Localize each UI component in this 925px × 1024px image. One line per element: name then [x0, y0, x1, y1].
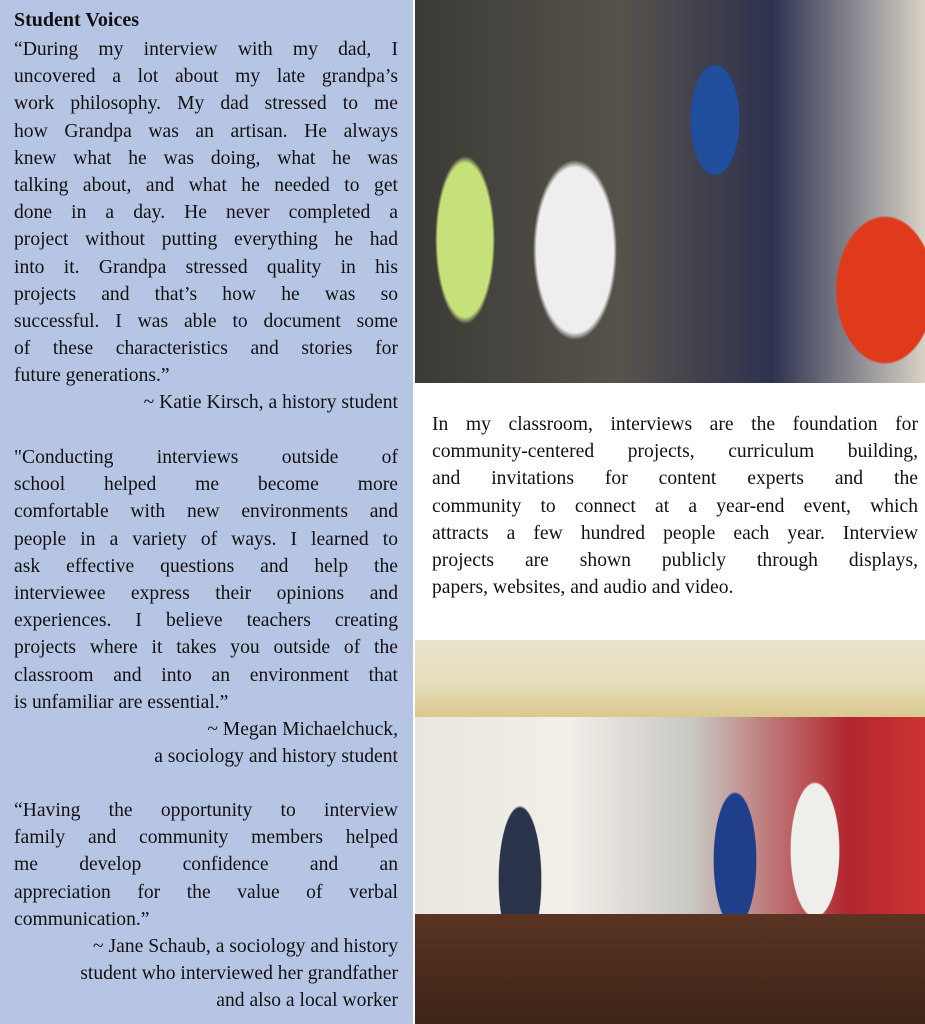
paragraph-line: and invitations for content experts and the: [432, 468, 918, 490]
quote-megan: [14, 444, 398, 770]
paragraph-line: attracts a few hundred people each year. Interview: [432, 522, 918, 544]
quote-attribution: ~ Megan Michaelchuck,: [207, 718, 398, 740]
quote-line: project without putting everything he had: [14, 229, 398, 251]
quote-line: projects where it takes you outside of the: [14, 637, 398, 659]
paragraph-line: In my classroom, interviews are the foundation for: [432, 414, 918, 435]
quote-line: “Having the opportunity to interview: [14, 800, 398, 821]
photo-students-presenting: [415, 0, 925, 383]
quote-line: me develop confidence and an: [14, 854, 398, 876]
quote-line: done in a day. He never completed a: [14, 202, 398, 224]
quote-line: successful. I was able to document some: [14, 310, 398, 332]
quote-line: work philosophy. My dad stressed to me: [14, 93, 398, 115]
classroom-paragraph: [432, 411, 918, 601]
quote-line: how Grandpa was an artisan. He always: [14, 120, 398, 142]
quote-katie: [14, 36, 398, 417]
quote-line: projects and that’s how he was so: [14, 283, 398, 305]
quote-line: talking about, and what he needed to get: [14, 174, 398, 196]
quote-attribution: student who interviewed her grandfather: [80, 963, 398, 985]
quote-attribution: and also a local worker: [216, 990, 398, 1012]
quote-line: knew what he was doing, what he was: [14, 147, 398, 169]
paragraph-line: papers, websites, and audio and video.: [432, 577, 734, 599]
student-voices-sidebar: [0, 0, 413, 1024]
quote-line: family and community members helped: [14, 827, 398, 849]
quote-line: is unfamiliar are essential.”: [14, 691, 229, 713]
quote-line: communication.”: [14, 908, 150, 930]
paragraph-line: community-centered projects, curriculum building,: [432, 441, 918, 463]
quote-line: future generations.”: [14, 365, 170, 387]
quote-line: school helped me become more: [14, 474, 398, 496]
quote-line: appreciation for the value of verbal: [14, 881, 398, 903]
quote-line: experiences. I believe teachers creating: [14, 610, 398, 632]
quote-line: uncovered a lot about my late grandpa’s: [14, 66, 398, 88]
quote-line: of these characteristics and stories for: [14, 338, 398, 360]
sidebar-title: Student Voices: [14, 9, 140, 31]
quote-line: “During my interview with my dad, I: [14, 39, 398, 60]
quote-line: "Conducting interviews outside of: [14, 447, 398, 468]
quote-attribution: a sociology and history student: [154, 746, 398, 768]
paragraph-line: projects are shown publicly through displays,: [432, 549, 918, 571]
quote-line: comfortable with new environments and: [14, 501, 398, 523]
quote-jane: [14, 797, 398, 1015]
quote-line: into it. Grandpa stressed quality in his: [14, 256, 398, 278]
quote-line: people in a variety of ways. I learned to: [14, 528, 398, 550]
quote-attribution: ~ Katie Kirsch, a history student: [143, 392, 398, 414]
quote-line: interviewee express their opinions and: [14, 582, 398, 604]
quote-line: classroom and into an environment that: [14, 664, 398, 686]
photo-library-exhibit: [415, 640, 925, 1024]
quote-attribution: ~ Jane Schaub, a sociology and history: [93, 935, 398, 957]
quote-line: ask effective questions and help the: [14, 555, 398, 577]
paragraph-line: community to connect at a year-end event, which: [432, 495, 918, 517]
